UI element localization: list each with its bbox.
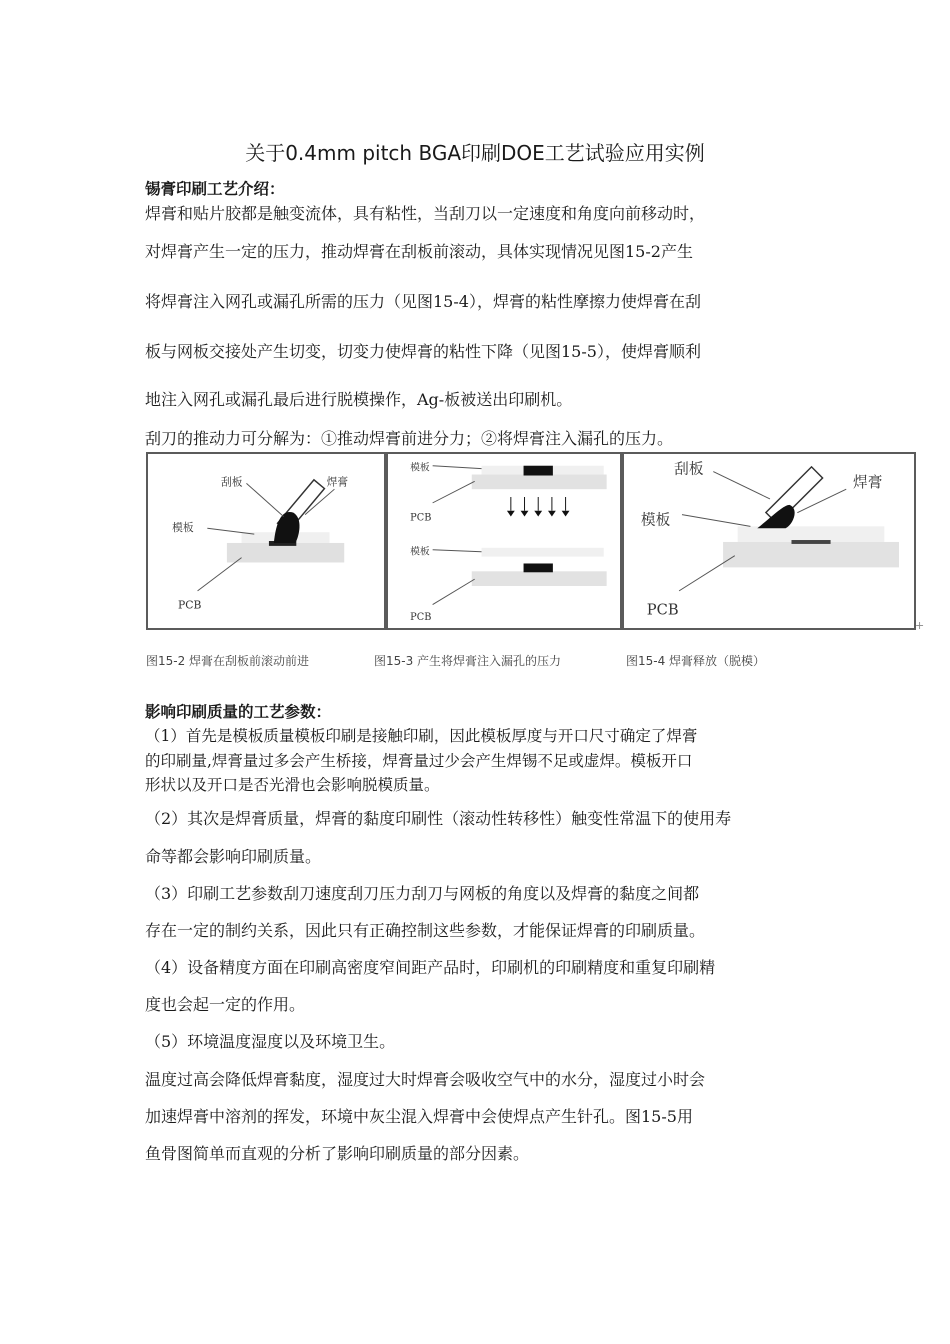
figure-2-diagram (388, 454, 620, 628)
paragraph-line: （3）印刷工艺参数刮刀速度刮刀压力刮刀与网板的角度以及焊膏的黏度之间都 (145, 884, 700, 903)
pcb-shape (723, 542, 899, 567)
label-squeegee: 刮板 (674, 460, 704, 478)
stencil-shape (738, 526, 885, 542)
figure-1-diagram (148, 454, 384, 628)
label-stencil-bottom: 模板 (410, 546, 430, 558)
pcb-bottom-shape (472, 571, 607, 586)
paragraph-line: 地注入网孔或漏孔最后进行脱模操作，Ag-板被送出印刷机。 (145, 390, 573, 409)
arrows-shape (507, 497, 570, 517)
solder-blob-shape (274, 512, 300, 543)
paragraph-line: 温度过高会降低焊膏黏度，湿度过大时焊膏会吸收空气中的水分，湿度过小时会 (145, 1070, 706, 1089)
label-pcb-bottom: PCB (410, 612, 432, 624)
stencil-bottom-shape (482, 548, 604, 557)
label-stencil-top: 模板 (410, 462, 430, 474)
paragraph-line: 刮刀的推动力可分解为：①推动焊膏前进分力；②将焊膏注入漏孔的压力。 (145, 429, 674, 448)
solder-bottom-shape (524, 563, 553, 572)
paragraph-line: 形状以及开口是否光滑也会影响脱模质量。 (145, 776, 440, 794)
solder-top-shape (524, 466, 553, 476)
figure-solder-release (622, 452, 916, 630)
paragraph-line: （5）环境温度湿度以及环境卫生。 (145, 1032, 396, 1051)
figure-caption-1: 图15-2 焊膏在刮板前滚动前进 (146, 654, 310, 668)
paragraph-line: 加速焊膏中溶剂的挥发，环境中灰尘混入焊膏中会使焊点产生针孔。图15-5用 (145, 1107, 693, 1126)
paragraph-line: 存在一定的制约关系，因此只有正确控制这些参数，才能保证焊膏的印刷质量。 (145, 921, 706, 940)
paragraph-line: 对焊膏产生一定的压力，推动焊膏在刮板前滚动，具体实现情况见图15-2产生 (145, 242, 693, 261)
paragraph-line: 的印刷量,焊膏量过多会产生桥接，焊膏量过少会产生焊锡不足或虚焊。模板开口 (145, 752, 693, 770)
label-squeegee: 刮板 (221, 475, 243, 489)
section-heading-intro: 锡膏印刷工艺介绍： (145, 180, 285, 198)
label-solder: 焊膏 (853, 474, 883, 492)
paragraph-line: 焊膏和贴片胶都是触变流体，具有粘性，当刮刀以一定速度和角度向前移动时， (145, 204, 706, 223)
figure-squeegee-rolling (146, 452, 386, 630)
figure-caption-2: 图15-3 产生将焊膏注入漏孔的压力 (374, 654, 562, 668)
paragraph-line: 将焊膏注入网孔或漏孔所需的压力（见图15-4），焊膏的粘性摩擦力使焊膏在刮 (145, 292, 701, 311)
paragraph-line: （2）其次是焊膏质量，焊膏的黏度印刷性（滚动性转移性）触变性常温下的使用寿 (145, 809, 732, 828)
pcb-top-shape (472, 475, 607, 490)
figure-3-diagram (624, 454, 914, 628)
anchor-mark: + (915, 619, 925, 632)
paragraph-line: 度也会起一定的作用。 (145, 995, 306, 1014)
paragraph-line: （1）首先是模板质量模板印刷是接触印刷，因此模板厚度与开口尺寸确定了焊膏 (145, 727, 698, 745)
label-pcb: PCB (646, 601, 679, 619)
label-pcb: PCB (178, 598, 202, 612)
paragraph-line: 命等都会影响印刷质量。 (145, 847, 322, 866)
page-title: 关于0.4mm pitch BGA印刷DOE工艺试验应用实例 (245, 141, 705, 165)
section-heading-params: 影响印刷质量的工艺参数： (145, 703, 332, 721)
label-stencil: 模板 (640, 511, 671, 529)
figure-caption-3: 图15-4 焊膏释放（脱模） (626, 654, 766, 668)
paragraph-line: （4）设备精度方面在印刷高密度窄间距产品时，印刷机的印刷精度和重复印刷精 (145, 958, 716, 977)
label-stencil: 模板 (172, 521, 194, 535)
figure-pressure-into-aperture (386, 452, 622, 630)
label-solder: 焊膏 (326, 475, 349, 489)
paragraph-line: 板与网板交接处产生切变，切变力使焊膏的粘性下降（见图15-5），使焊膏顺利 (145, 342, 701, 361)
aperture-shape (791, 540, 830, 544)
paragraph-line: 鱼骨图简单而直观的分析了影响印刷质量的部分因素。 (145, 1144, 530, 1163)
label-pcb-top: PCB (410, 512, 432, 524)
